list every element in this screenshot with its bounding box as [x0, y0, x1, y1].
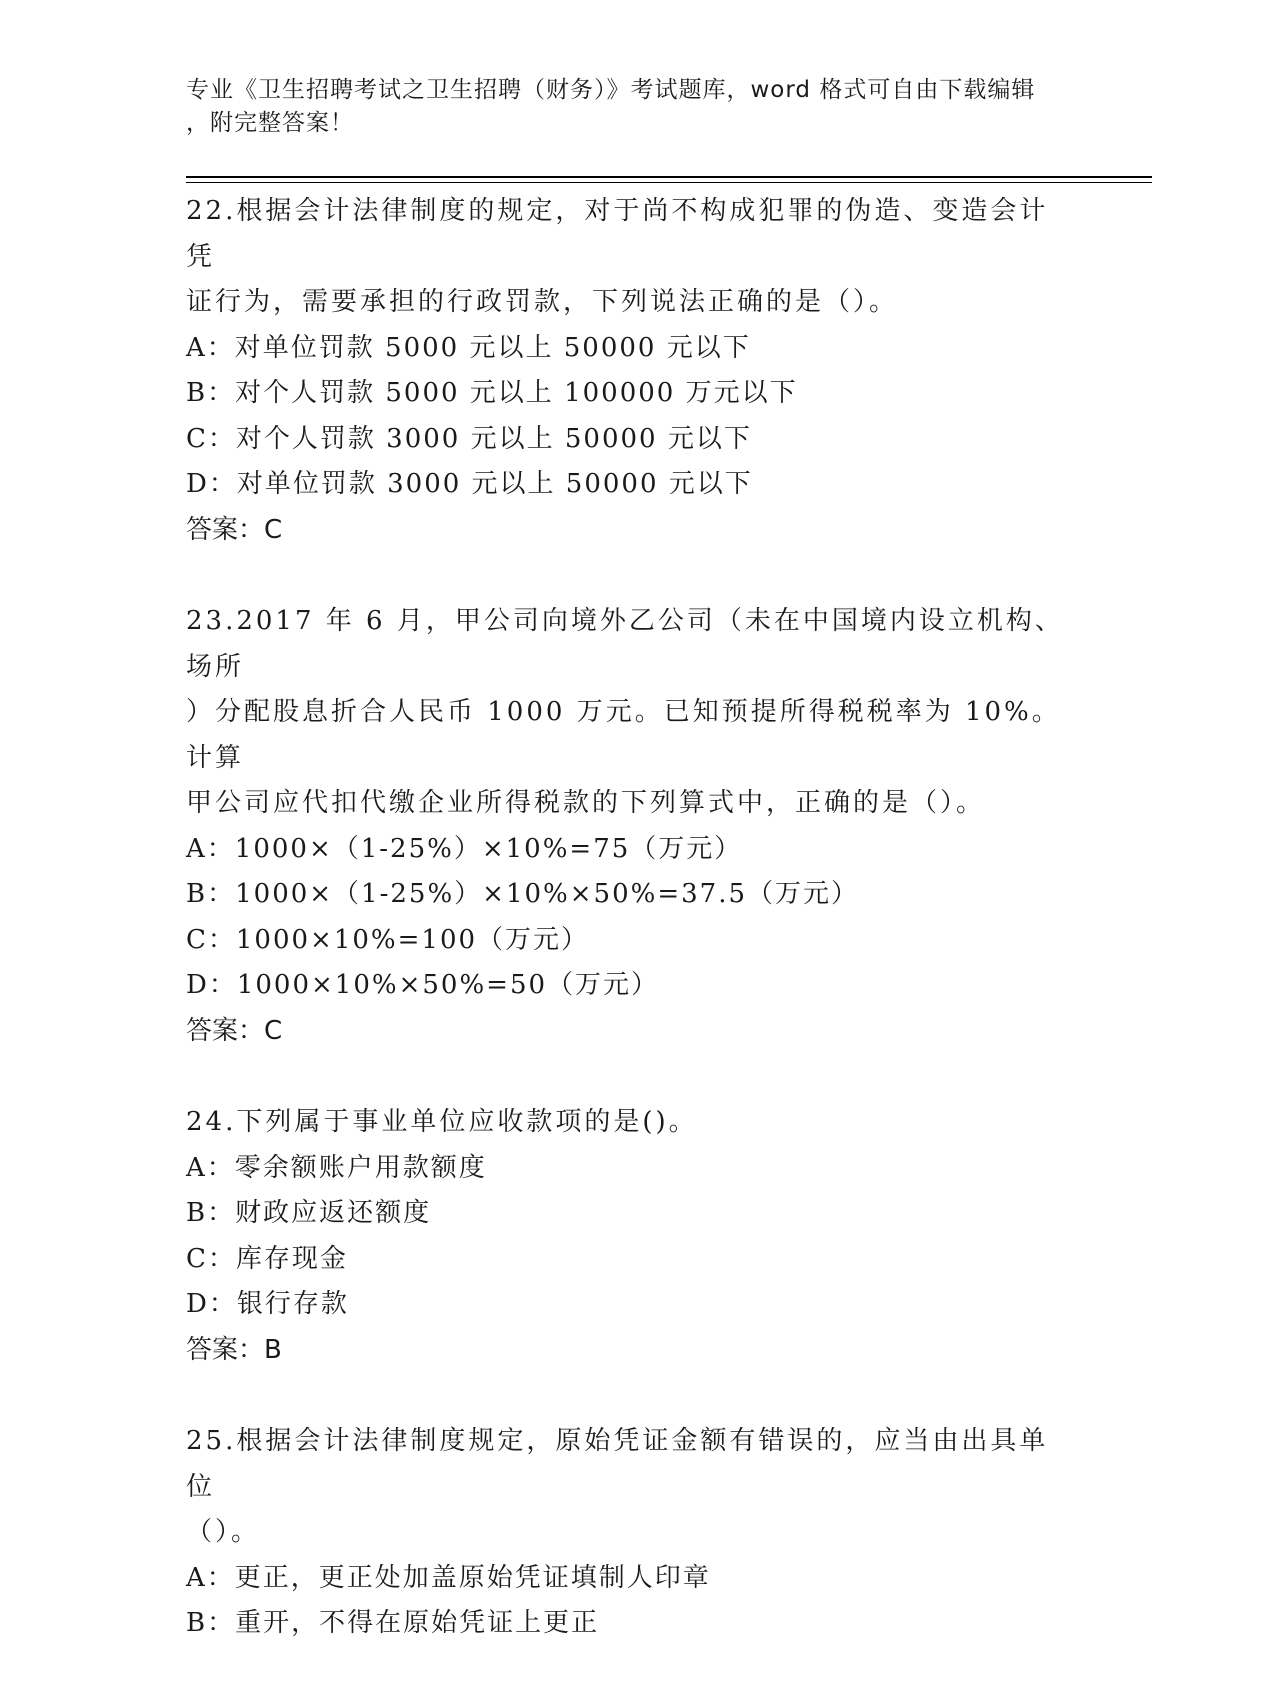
- question-stem-line: 22.根据会计法律制度的规定，对于尚不构成犯罪的伪造、变造会计凭: [186, 196, 1049, 272]
- question-25: [186, 1419, 1086, 1647]
- question-22: [186, 189, 1086, 553]
- option-a: A：更正，更正处加盖原始凭证填制人印章: [186, 1562, 711, 1593]
- header-line-1: 专业《卫生招聘考试之卫生招聘（财务）》考试题库，word 格式可自由下载编辑: [186, 77, 1036, 103]
- question-23: [186, 599, 1086, 1054]
- option-b: B：1000×（1-25%）×10%×50%=37.5（万元）: [186, 879, 860, 909]
- option-b: B：重开，不得在原始凭证上更正: [186, 1608, 600, 1638]
- header-divider-thin: [186, 182, 1152, 183]
- option-a: A：零余额账户用款额度: [186, 1152, 487, 1183]
- question-stem-line: 24.下列属于事业单位应收款项的是()。: [186, 1107, 698, 1137]
- option-d: D：1000×10%×50%=50（万元）: [186, 970, 660, 1000]
- document-header: [186, 74, 1066, 140]
- option-d: D：对单位罚款 3000 元以上 50000 元以下: [186, 469, 753, 499]
- option-b: B：财政应返还额度: [186, 1198, 432, 1228]
- question-list: [186, 189, 1086, 1693]
- option-b: B：对个人罚款 5000 元以上 100000 万元以下: [186, 378, 798, 408]
- header-divider-thick: [186, 176, 1152, 178]
- question-stem-line: ）分配股息折合人民币 1000 万元。已知预提所得税税率为 10%。计算: [186, 697, 1061, 773]
- option-c: C：1000×10%=100（万元）: [186, 924, 590, 955]
- option-d: D：银行存款: [186, 1289, 349, 1319]
- question-stem-line: 甲公司应代扣代缴企业所得税款的下列算式中，正确的是（）。: [186, 788, 986, 818]
- option-c: C：对个人罚款 3000 元以上 50000 元以下: [186, 423, 752, 454]
- answer-line: 答案：C: [186, 514, 283, 545]
- option-a: A：对单位罚款 5000 元以上 50000 元以下: [186, 332, 751, 363]
- question-stem-line: 证行为，需要承担的行政罚款，下列说法正确的是（）。: [186, 287, 899, 317]
- option-c: C：库存现金: [186, 1243, 348, 1274]
- option-a: A：1000×（1-25%）×10%=75（万元）: [186, 833, 743, 864]
- question-stem-line: 25.根据会计法律制度规定，原始凭证金额有错误的，应当由出具单位: [186, 1426, 1049, 1502]
- answer-line: 答案：B: [186, 1334, 282, 1365]
- question-stem-line: （）。: [186, 1517, 261, 1547]
- answer-line: 答案：C: [186, 1015, 283, 1046]
- header-line-2: ，附完整答案！: [186, 110, 354, 136]
- question-stem-line: 23.2017 年 6 月，甲公司向境外乙公司（未在中国境内设立机构、场所: [186, 606, 1064, 682]
- question-24: [186, 1100, 1086, 1373]
